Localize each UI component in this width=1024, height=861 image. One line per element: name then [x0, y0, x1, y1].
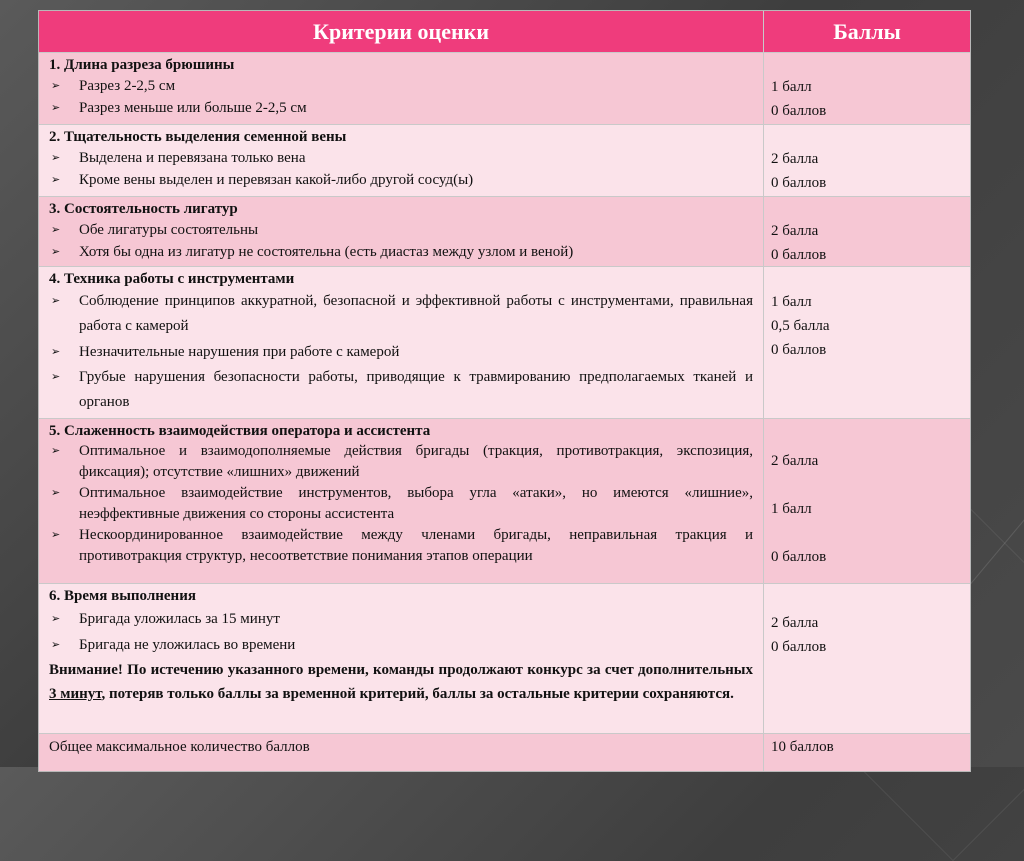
criteria-table [38, 10, 971, 772]
bullet-arrow-icon: ➢ [51, 102, 61, 114]
table-header [39, 11, 970, 53]
bullet-arrow-icon: ➢ [51, 152, 61, 164]
criterion-item: Обе лигатуры состоятельны [79, 222, 259, 238]
criterion-row-2 [39, 125, 970, 197]
score-value: 0 баллов [771, 639, 827, 655]
total-row [39, 734, 970, 771]
criterion-title: 2. Тщательность выделения семенной вены [49, 129, 347, 145]
score-value: 0 баллов [771, 175, 827, 191]
criterion-title: 6. Время выполнения [49, 588, 196, 604]
note-text: Внимание! По истечению указанного времени, команды продолжают конкурс за счет дополнительных [49, 662, 753, 678]
criterion-item: Разрез меньше или больше 2-2,5 см [79, 100, 307, 116]
criterion-title: 5. Слаженность взаимодействия оператора и ассистента [49, 423, 431, 439]
score-value: 1 балл [771, 501, 812, 517]
bullet-arrow-icon: ➢ [51, 639, 61, 651]
criterion-item: Грубые нарушения безопасности работы, приводящие к травмированию предполагаемых тканей и органов [79, 369, 753, 410]
total-score: 10 баллов [771, 739, 834, 755]
header-criteria: Критерии оценки [39, 11, 764, 52]
score-value: 2 балла [771, 223, 819, 239]
criterion-item: Оптимальное и взаимодополняемые действия бригады (тракция, противотракция, экспозиция, фиксация); отсутствие «лишних» движений [79, 443, 753, 480]
criterion-row-6 [39, 584, 970, 734]
criterion-item: Бригада уложилась за 15 минут [79, 611, 280, 627]
criterion-item: Бригада не уложилась во времени [79, 637, 296, 653]
criterion-item: Выделена и перевязана только вена [79, 150, 306, 166]
bullet-arrow-icon: ➢ [51, 487, 61, 499]
score-value: 1 балл [771, 294, 812, 310]
score-value: 2 балла [771, 615, 819, 631]
score-value: 0,5 балла [771, 318, 830, 334]
score-value: 1 балл [771, 79, 812, 95]
criterion-item: Кроме вены выделен и перевязан какой-либо другой сосуд(ы) [79, 172, 474, 188]
criterion-row-1 [39, 53, 970, 125]
criterion-item: Незначительные нарушения при работе с камерой [79, 344, 400, 360]
note-underlined: 3 минут [49, 686, 102, 702]
criterion-title: 3. Состоятельность лигатур [49, 201, 238, 217]
criterion-item: Разрез 2-2,5 см [79, 78, 176, 94]
bullet-arrow-icon: ➢ [51, 246, 61, 258]
bullet-arrow-icon: ➢ [51, 224, 61, 236]
bullet-arrow-icon: ➢ [51, 529, 61, 541]
criterion-title: 1. Длина разреза брюшины [49, 57, 235, 73]
criterion-item: Оптимальное взаимодействие инструментов, выбора угла «атаки», но имеются «лишние», неэффективные движения со стороны ассистента [79, 485, 753, 522]
score-value: 0 баллов [771, 549, 827, 565]
criterion-row-4 [39, 267, 970, 419]
bullet-arrow-icon: ➢ [51, 613, 61, 625]
score-value: 0 баллов [771, 342, 827, 358]
score-value: 0 баллов [771, 103, 827, 119]
criterion-item: Хотя бы одна из лигатур не состоятельна (есть диастаз между узлом и веной) [79, 244, 574, 260]
bullet-arrow-icon: ➢ [51, 80, 61, 92]
score-value: 0 баллов [771, 247, 827, 263]
header-score: Баллы [833, 18, 901, 44]
bullet-arrow-icon: ➢ [51, 346, 61, 358]
criterion-row-3 [39, 197, 970, 267]
bullet-arrow-icon: ➢ [51, 445, 61, 457]
criterion-item: Нескоординированное взаимодействие между членами бригады, неправильная тракция и противотракция структур, несоответствие понимания этапов операции [79, 527, 753, 564]
criterion-title: 4. Техника работы с инструментами [49, 271, 295, 287]
note-text: , потеряв только баллы за временной критерий, баллы за остальные критерии сохраняются. [101, 686, 734, 702]
bullet-arrow-icon: ➢ [51, 371, 61, 383]
time-warning-note [49, 658, 753, 706]
criterion-item: Соблюдение принципов аккуратной, безопасной и эффективной работы с инструментами, правильная работа с камерой [79, 293, 753, 334]
bullet-arrow-icon: ➢ [51, 295, 61, 307]
score-value: 2 балла [771, 453, 819, 469]
total-label: Общее максимальное количество баллов [49, 739, 310, 755]
score-value: 2 балла [771, 151, 819, 167]
bullet-arrow-icon: ➢ [51, 174, 61, 186]
criterion-row-5 [39, 419, 970, 584]
